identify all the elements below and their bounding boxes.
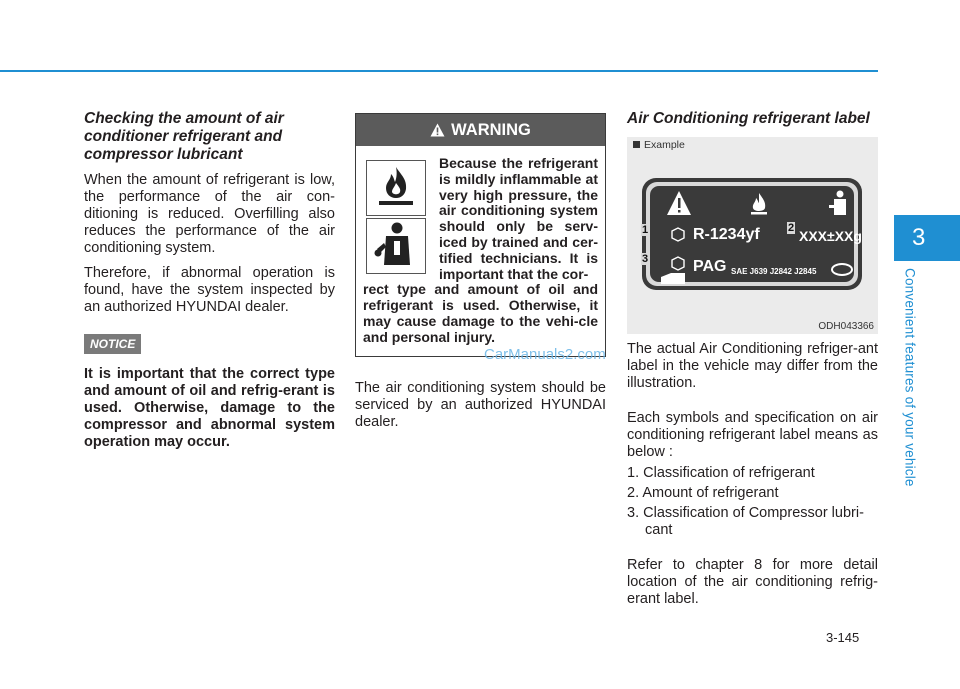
- figure-code: ODH043366: [818, 321, 874, 332]
- paragraph-abnormal-operation: Therefore, if abnormal operation is found, have the system inspected by an authorized HYUNDAI dealer.: [84, 265, 335, 315]
- page-number: 3-145: [826, 630, 860, 645]
- paragraph-refer-chapter: Refer to chapter 8 for more detail location of the air conditioning refrig-erant label.: [627, 557, 878, 607]
- notice-badge: NOTICE: [84, 334, 141, 354]
- warning-text-part1: Because the refrigerant is mildly inflammable at very high pressure, the air conditioning system should only be serv-iced by trained and cer-tified technicians. It is important that the cor-: [439, 155, 598, 282]
- warning-title: WARNING: [451, 121, 531, 139]
- warning-header: [356, 114, 605, 146]
- paragraph-label-may-differ: The actual Air Conditioning refriger-ant label in the vehicle may differ from the illustration.: [627, 341, 878, 391]
- flame-icon: [366, 160, 426, 216]
- paragraph-low-refrigerant: When the amount of refrigerant is low, the performance of the air con-ditioning is reduced. Overfilling also reduces the performance of the air conditioning system.: [84, 172, 335, 256]
- label-refrigerant-amount: XXX±XXg: [799, 228, 862, 244]
- list-item: 3. Classification of Compressor lubri-cant: [627, 505, 864, 538]
- warning-body: [356, 146, 605, 346]
- marker-1: 1: [642, 224, 649, 236]
- watermark: CarManuals2.com: [484, 346, 606, 363]
- example-caption: Example: [633, 139, 685, 151]
- technician-icon: [366, 218, 426, 274]
- warning-triangle-icon: [430, 116, 445, 148]
- warning-text-part2: rect type and amount of oil and refrigerant is used. Otherwise, it may cause damage to the vehi-cle and personal injury.: [363, 281, 598, 345]
- column-left: [84, 110, 335, 451]
- marker-2: 2: [788, 222, 795, 234]
- column-middle-text: [355, 380, 606, 439]
- column-right-text: [627, 341, 878, 616]
- notice-text: It is important that the correct type and amount of oil and refrig-erant is used. Otherwise, damage to the compressor and abnormal system operation may occur.: [84, 366, 335, 450]
- column-right-heading: [627, 110, 878, 136]
- section-heading-checking: Checking the amount of air conditioner refrigerant and compressor lubricant: [84, 110, 284, 163]
- label-refrigerant-type: R-1234yf: [693, 226, 760, 243]
- chapter-number-tab: 3: [894, 215, 960, 261]
- list-item: 2. Amount of refrigerant: [627, 485, 779, 501]
- warning-box: [355, 113, 606, 357]
- header-rule: [0, 70, 878, 72]
- list-item: 1. Classification of refrigerant: [627, 465, 815, 481]
- chapter-title: Convenient features of your vehicle: [902, 268, 918, 487]
- chapter-title-vertical: [896, 268, 926, 498]
- label-standards: SAE J639 J2842 J2845: [731, 267, 817, 276]
- refrigerant-label-card: [641, 177, 863, 291]
- section-heading-label: Air Conditioning refrigerant label: [627, 110, 870, 127]
- paragraph-symbols-meaning: Each symbols and specification on air conditioning refrigerant label means as below :: [627, 410, 878, 460]
- hyundai-logo: [831, 263, 853, 276]
- paragraph-serviced-by-dealer: The air conditioning system should be serviced by an authorized HYUNDAI dealer.: [355, 380, 606, 430]
- square-bullet-icon: [633, 141, 640, 148]
- label-oil-type: PAG: [693, 258, 727, 275]
- refrigerant-label-figure: [627, 137, 878, 334]
- marker-3: 3: [642, 253, 649, 265]
